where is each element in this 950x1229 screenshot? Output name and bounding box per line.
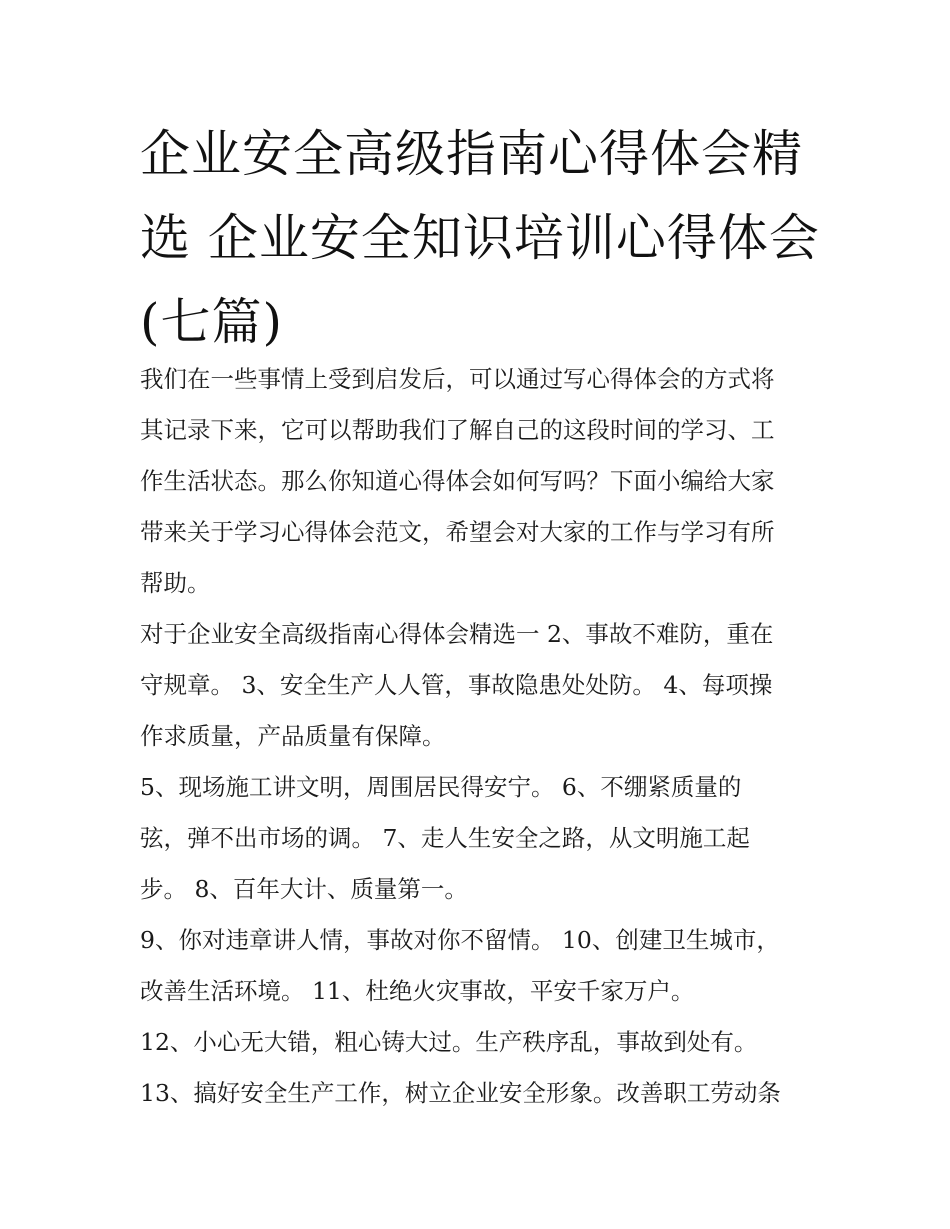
body-line: 对于企业安全高级指南心得体会精选一 2、事故不难防，重在 — [140, 620, 774, 648]
body-line: 作生活状态。那么你知道心得体会如何写吗？下面小编给大家 — [140, 467, 775, 495]
body-line: 12、小心无大错，粗心铸大过。生产秩序乱，事故到处有。 — [140, 1028, 758, 1056]
body-line: 作求质量，产品质量有保障。 — [140, 722, 446, 750]
body-line: 13、搞好安全生产工作，树立企业安全形象。改善职工劳动条 — [140, 1079, 781, 1107]
title-line-1: 企业安全高级指南心得体会精 — [140, 125, 803, 183]
body-line: 5、现场施工讲文明，周围居民得安宁。 6、不绷紧质量的 — [140, 773, 742, 801]
body-line: 其记录下来，它可以帮助我们了解自己的这段时间的学习、工 — [140, 416, 775, 444]
body-line: 我们在一些事情上受到启发后，可以通过写心得体会的方式将 — [140, 365, 775, 393]
body-line: 改善生活环境。 11、杜绝火灾事故，平安千家万户。 — [140, 977, 695, 1005]
document-body — [140, 354, 820, 1119]
body-line: 9、你对违章讲人情，事故对你不留情。 10、创建卫生城市， — [140, 926, 780, 954]
title-line-3: (七篇) — [140, 293, 284, 351]
body-line: 步。 8、百年大计、质量第一。 — [140, 875, 468, 903]
title-line-2: 选 企业安全知识培训心得体会 — [140, 209, 820, 267]
document-title — [140, 112, 820, 364]
body-line: 守规章。 3、安全生产人人管，事故隐患处处防。 4、每项操 — [140, 671, 773, 699]
body-line: 弦，弹不出市场的调。 7、走人生安全之路，从文明施工起 — [140, 824, 750, 852]
body-line: 带来关于学习心得体会范文，希望会对大家的工作与学习有所 — [140, 518, 775, 546]
body-line: 帮助。 — [140, 569, 211, 597]
